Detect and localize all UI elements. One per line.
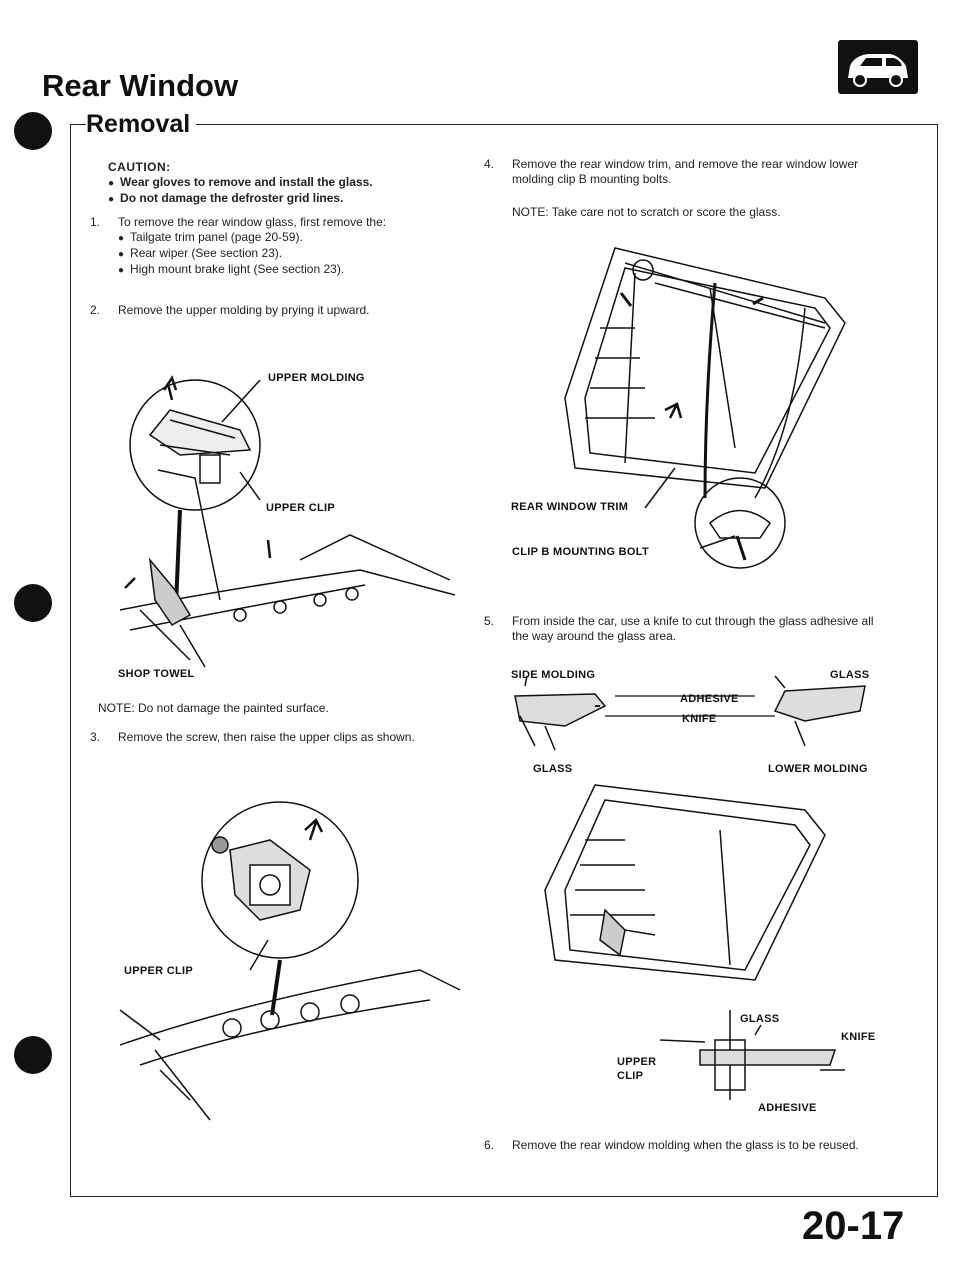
page-number: 20-17	[802, 1204, 905, 1248]
label-upper-molding: UPPER MOLDING	[268, 372, 365, 384]
note-1: NOTE: Do not damage the painted surface.	[98, 701, 329, 715]
label-glass-5: GLASS	[740, 1013, 780, 1025]
label-adhesive-5: ADHESIVE	[758, 1102, 817, 1114]
step-text: Remove the rear window trim, and remove the rear window lower molding clip B mounting bolts.	[512, 157, 859, 186]
step-text: To remove the rear window glass, first remove the:	[118, 215, 387, 229]
step-5	[484, 614, 884, 644]
step-text: Remove the screw, then raise the upper clips as shown.	[118, 730, 415, 744]
label-adhesive: ADHESIVE	[680, 693, 739, 705]
binder-hole-top	[14, 112, 52, 150]
label-clip-b-mounting-bolt: CLIP B MOUNTING BOLT	[512, 546, 649, 558]
label-upper-clip-5: UPPER CLIP	[617, 1056, 657, 1082]
step-bullet: ● Rear wiper (See section 23).	[118, 246, 386, 262]
step-2	[90, 303, 470, 318]
step-number: 5.	[484, 614, 495, 628]
label-glass-bottom: GLASS	[533, 763, 573, 775]
hatchback-car-icon	[838, 40, 918, 94]
step-1	[90, 215, 470, 278]
label-shop-towel: SHOP TOWEL	[118, 668, 195, 680]
step-bullet: ● High mount brake light (See section 23).	[118, 262, 386, 278]
caution-item: ● Do not damage the defroster grid lines.	[108, 191, 468, 207]
step-6	[484, 1138, 884, 1153]
caution-label: CAUTION:	[108, 160, 171, 174]
step-4	[484, 157, 884, 187]
section-title: Removal	[86, 110, 196, 139]
label-upper-clip-2: UPPER CLIP	[124, 965, 194, 977]
rear-window-trim-illustration	[505, 228, 875, 588]
binder-hole-bottom	[14, 1036, 52, 1074]
binder-hole-middle	[14, 584, 52, 622]
label-glass-top: GLASS	[830, 669, 870, 681]
step-number: 6.	[484, 1138, 495, 1152]
page-title: Rear Window	[42, 68, 239, 103]
label-knife: KNIFE	[682, 713, 717, 725]
step-text: Remove the rear window molding when the glass is to be reused.	[512, 1138, 859, 1152]
caution-block	[108, 160, 468, 207]
step-number: 3.	[90, 730, 101, 744]
caution-item: ● Wear gloves to remove and install the glass.	[108, 175, 468, 191]
label-side-molding: SIDE MOLDING	[511, 669, 596, 681]
step-number: 1.	[90, 215, 101, 229]
upper-molding-illustration	[100, 360, 470, 690]
label-rear-window-trim: REAR WINDOW TRIM	[511, 501, 629, 513]
step-bullet: ● Tailgate trim panel (page 20-59).	[118, 230, 386, 246]
step-3	[90, 730, 474, 745]
step-number: 4.	[484, 157, 495, 171]
step-number: 2.	[90, 303, 101, 317]
step-text: Remove the upper molding by prying it upward.	[118, 303, 370, 317]
label-lower-molding: LOWER MOLDING	[768, 763, 868, 775]
label-upper-clip: UPPER CLIP	[266, 502, 336, 514]
step-text: From inside the car, use a knife to cut through the glass adhesive all the way around the glass area.	[512, 614, 874, 643]
note-2: NOTE: Take care not to scratch or score the glass.	[512, 205, 781, 219]
cutting-adhesive-illustration	[505, 780, 875, 1120]
label-knife-5: KNIFE	[841, 1031, 876, 1043]
